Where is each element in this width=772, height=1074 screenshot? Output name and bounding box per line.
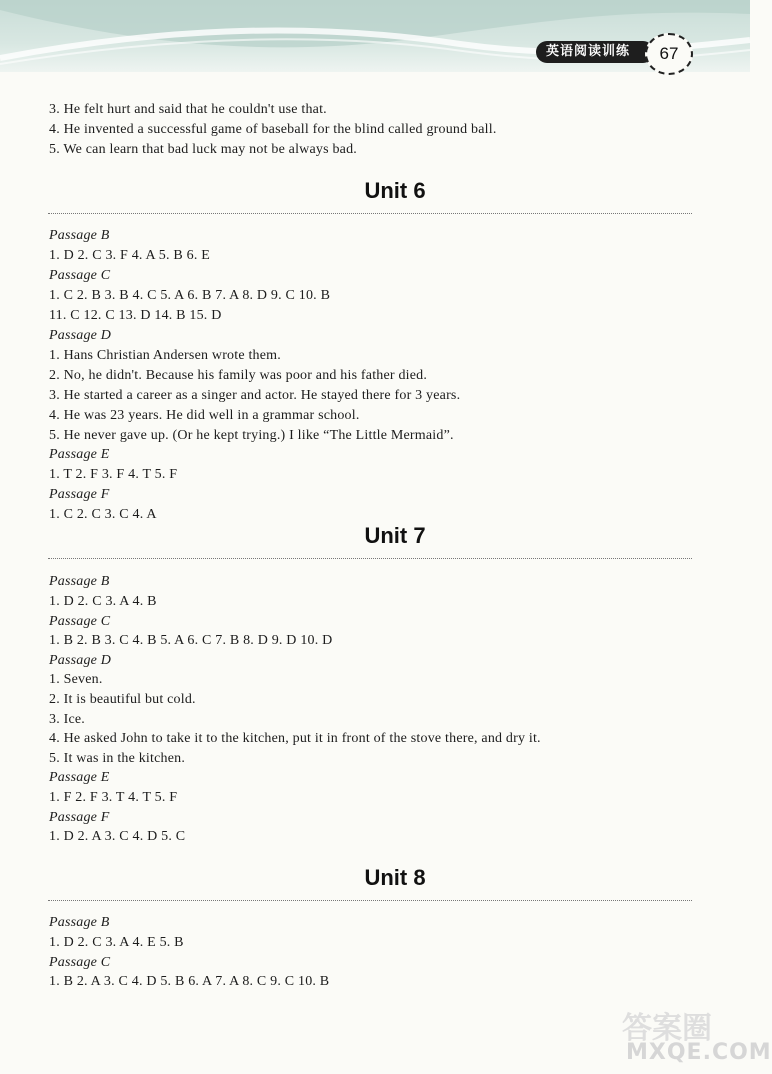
- passage-label: Passage B: [49, 574, 110, 589]
- answer-line: 2. It is beautiful but cold.: [49, 692, 196, 707]
- answer-line: 1. F 2. F 3. T 4. T 5. F: [49, 790, 178, 805]
- answer-line: 1. T 2. F 3. F 4. T 5. F: [49, 467, 178, 482]
- answer-line: 1. B 2. A 3. C 4. D 5. B 6. A 7. A 8. C 9. C 10. B: [49, 974, 330, 989]
- answer-line: 1. D 2. C 3. A 4. B: [49, 594, 157, 609]
- watermark-url: MXQE.COM: [626, 1040, 772, 1065]
- passage-label: Passage C: [49, 268, 111, 283]
- answer-line: 3. Ice.: [49, 712, 85, 727]
- answer-line: 1. Seven.: [49, 672, 103, 687]
- passage-label: Passage B: [49, 228, 110, 243]
- book-title-badge: 英语阅读训练: [536, 41, 654, 63]
- unit-7-title: Unit 7: [364, 523, 426, 548]
- answer-line: 1. Hans Christian Andersen wrote them.: [49, 348, 281, 363]
- watermark-logo-text: 答案圈: [622, 1011, 712, 1046]
- passage-label: Passage B: [49, 915, 110, 930]
- unit-6-title: Unit 6: [364, 178, 426, 203]
- answer-line: 3. He felt hurt and said that he couldn't use that.: [49, 102, 327, 117]
- answer-line: 4. He asked John to take it to the kitchen, put it in front of the stove there, and dry it.: [49, 731, 541, 746]
- answer-line: 1. B 2. B 3. C 4. B 5. A 6. C 7. B 8. D 9. D 10. D: [49, 633, 333, 648]
- answer-line: 1. C 2. B 3. B 4. C 5. A 6. B 7. A 8. D 9. C 10. B: [49, 288, 331, 303]
- answer-line: 1. D 2. C 3. F 4. A 5. B 6. E: [49, 248, 210, 263]
- answer-line: 2. No, he didn't. Because his family was poor and his father died.: [49, 368, 428, 383]
- page-number: 67: [645, 33, 693, 75]
- answer-line: 1. C 2. C 3. C 4. A: [49, 507, 157, 522]
- answer-line: 5. It was in the kitchen.: [49, 751, 186, 766]
- divider: [48, 213, 692, 214]
- passage-label: Passage F: [49, 487, 110, 502]
- answer-line: 4. He invented a successful game of baseball for the blind called ground ball.: [49, 122, 497, 137]
- answer-line: 3. He started a career as a singer and actor. He stayed there for 3 years.: [49, 388, 461, 403]
- divider: [48, 900, 692, 901]
- passage-label: Passage F: [49, 810, 110, 825]
- passage-label: Passage E: [49, 447, 110, 462]
- answer-line: 4. He was 23 years. He did well in a grammar school.: [49, 408, 360, 423]
- answer-line: 1. D 2. A 3. C 4. D 5. C: [49, 829, 186, 844]
- passage-label: Passage D: [49, 653, 112, 668]
- passage-label: Passage C: [49, 955, 111, 970]
- passage-label: Passage D: [49, 328, 112, 343]
- answer-line: 5. We can learn that bad luck may not be always bad.: [49, 142, 357, 157]
- answer-line: 11. C 12. C 13. D 14. B 15. D: [49, 308, 222, 323]
- divider: [48, 558, 692, 559]
- answer-line: 1. D 2. C 3. A 4. E 5. B: [49, 935, 184, 950]
- passage-label: Passage C: [49, 614, 111, 629]
- answer-line: 5. He never gave up. (Or he kept trying.) I like “The Little Mermaid”.: [49, 428, 454, 443]
- passage-label: Passage E: [49, 770, 110, 785]
- unit-8-title: Unit 8: [364, 865, 426, 890]
